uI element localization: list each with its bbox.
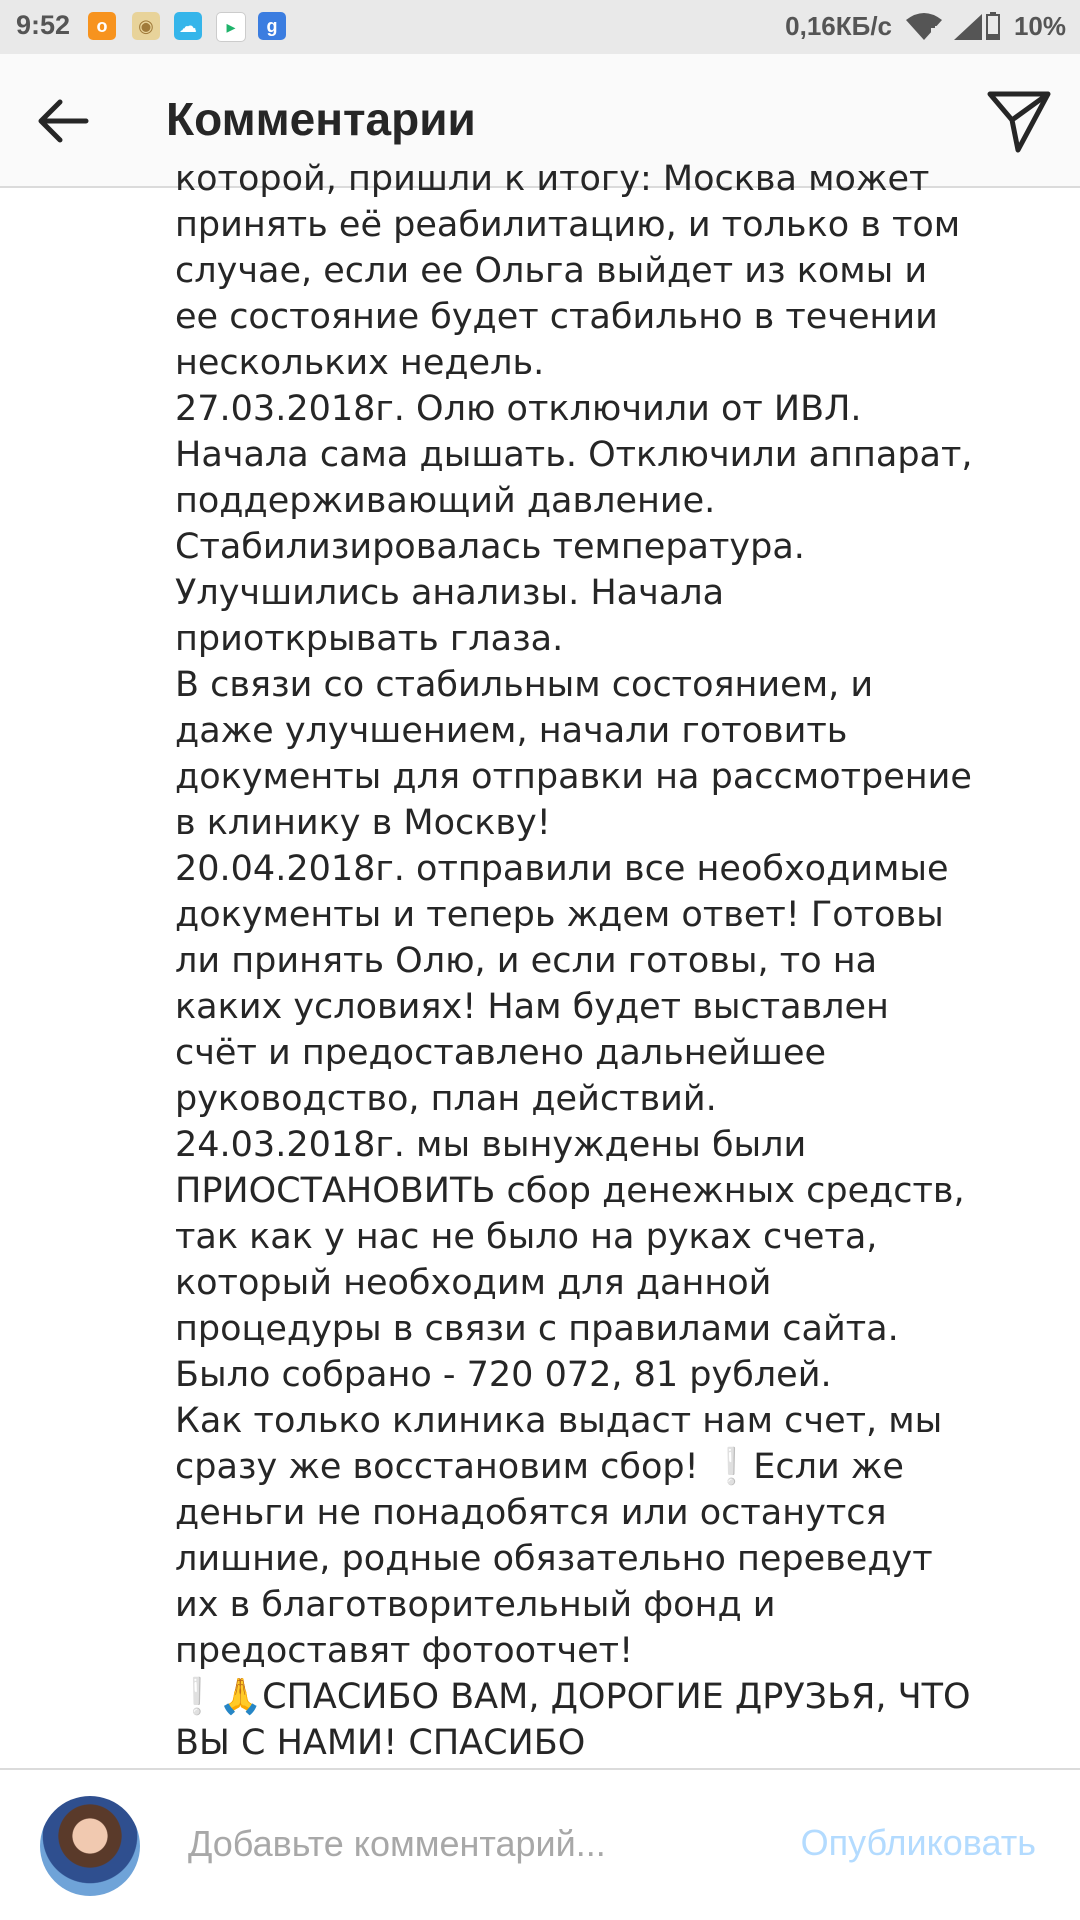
- comment-bar: [0, 1768, 1080, 1920]
- cell-signal-icon: [952, 12, 984, 42]
- wifi-icon: [904, 12, 944, 42]
- page-title: Комментарии: [166, 93, 476, 145]
- odnoklassniki-icon: о: [88, 12, 116, 40]
- cloud-icon: ☁: [174, 12, 202, 40]
- comment-content[interactable]: [0, 159, 1080, 1768]
- publish-button[interactable]: Опубликовать: [800, 1822, 1036, 1863]
- comment-text: которой, пришли к итогу: Москва может принять её реабилитацию, и только в том случае, если ее Ольга выйдет из комы и ее состояние будет стабильно в течении нескольких недель. 27.03.2018г. Олю отключили от ИВЛ. Начала сама дышать. Отключили аппарат, поддерживающий давление. Стабилизировалась температура. Улучшились анализы. Начала приоткрывать глаза. В связи со стабильным состоянием, и даже улучшением, начали готовить документы для отправки на рассмотрение в клинику в Москву! 20.04.2018г. отправили все необходимые документы и теперь ждем ответ! Готовы ли принять Олю, и если готовы, то на каких условиях! Нам будет выставлен счёт и предоставлено дальнейшее руководство, план действий. 24.03.2018г. мы вынуждены были ПРИОСТАНОВИТЬ сбор денежных средств, так как у нас не было на руках счета, который необходим для данной процедуры в связи с правилами сайта. Было собрано - 720 072, 81 рублей. Как только клиника выдаст нам счет, мы сразу же восстановим сбор! ❕Если же деньги не понадобятся или останутся лишние, родные обязательно переведут их в благотворительный фонд и предоставят фотоотчет! ❕🙏СПАСИБО ВАМ, ДОРОГИЕ ДРУЗЬЯ, ЧТО ВЫ С НАМИ! СПАСИБО: [175, 159, 973, 1763]
- battery-percentage: 10%: [1013, 11, 1066, 41]
- avatar: [40, 1796, 140, 1896]
- camera-app-icon: ◉: [132, 12, 160, 40]
- network-speed: 0,16КБ/с: [785, 11, 892, 41]
- shopping-icon: ▸: [216, 12, 246, 42]
- paper-plane-icon[interactable]: [982, 84, 1056, 158]
- status-bar: [0, 0, 1080, 54]
- battery-icon: [986, 12, 1000, 40]
- google-icon: g: [258, 12, 286, 40]
- arrow-left-icon[interactable]: [28, 86, 98, 156]
- status-time: 9:52: [16, 10, 71, 40]
- comment-input[interactable]: [188, 1810, 748, 1878]
